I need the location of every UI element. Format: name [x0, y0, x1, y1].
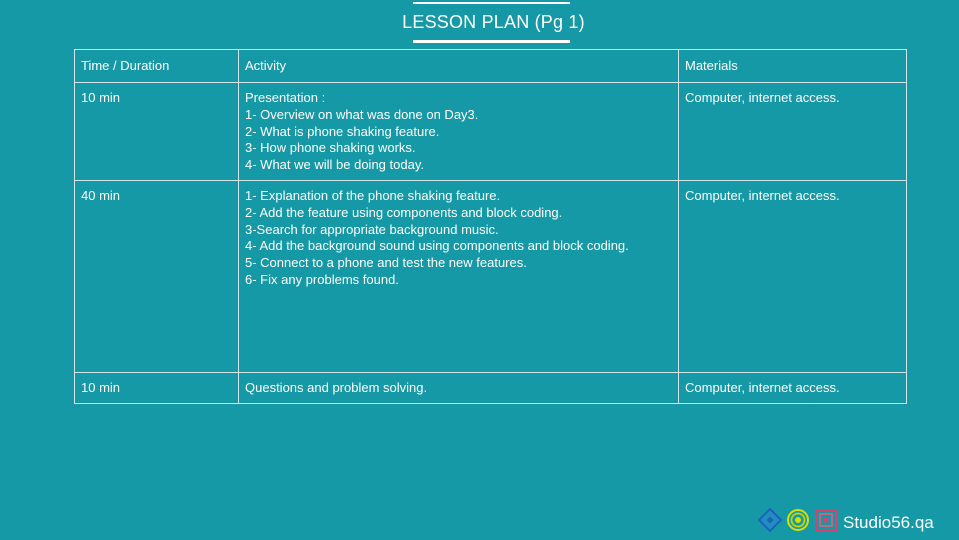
- activity-line: 3- How phone shaking works.: [245, 140, 416, 156]
- lesson-plan-table: [74, 49, 907, 404]
- materials-cell: Computer, internet access.: [679, 83, 907, 181]
- duration-cell: 10 min: [75, 373, 239, 404]
- activity-line: Presentation :: [245, 90, 326, 105]
- brand-name: Studio56.qa: [843, 513, 934, 532]
- duration-cell: 40 min: [75, 181, 239, 373]
- activity-line: 2- Add the feature using components and block coding.: [245, 204, 563, 220]
- diamond-icon: [759, 509, 781, 531]
- activity-line: 1- Explanation of the phone shaking feature.: [245, 188, 501, 203]
- activity-line: 6- Fix any problems found.: [245, 271, 399, 287]
- table-header-row: [75, 50, 907, 83]
- activity-line: 3-Search for appropriate background music.: [245, 221, 499, 237]
- activity-line: 4- What we will be doing today.: [245, 157, 424, 173]
- materials-cell: Computer, internet access.: [679, 181, 907, 373]
- nested-square-icon: [816, 510, 836, 530]
- duration-cell: 10 min: [75, 83, 239, 181]
- table-row: [75, 373, 907, 404]
- activity-line: 1- Overview on what was done on Day3.: [245, 106, 479, 122]
- materials-cell: Computer, internet access.: [679, 373, 907, 404]
- activity-cell: [239, 373, 679, 404]
- activity-line: 5- Connect to a phone and test the new features.: [245, 255, 527, 271]
- activity-cell: [239, 83, 679, 181]
- table-row: [75, 181, 907, 373]
- page-title: LESSON PLAN (Pg 1): [402, 12, 585, 32]
- header-activity: Activity: [239, 50, 679, 83]
- logo-icons: [758, 506, 840, 536]
- activity-cell: [239, 181, 679, 373]
- header-duration: Time / Duration: [75, 50, 239, 83]
- header-materials: Materials: [679, 50, 907, 83]
- table-row: [75, 83, 907, 181]
- title-rule-top: [413, 2, 570, 4]
- title-block: [0, 0, 959, 44]
- activity-line: Questions and problem solving.: [245, 380, 428, 395]
- activity-line: 2- What is phone shaking feature.: [245, 123, 440, 139]
- activity-line: 4- Add the background sound using components and block coding.: [245, 238, 629, 254]
- title-rule-bottom: [413, 40, 570, 43]
- concentric-circle-icon: [788, 510, 808, 530]
